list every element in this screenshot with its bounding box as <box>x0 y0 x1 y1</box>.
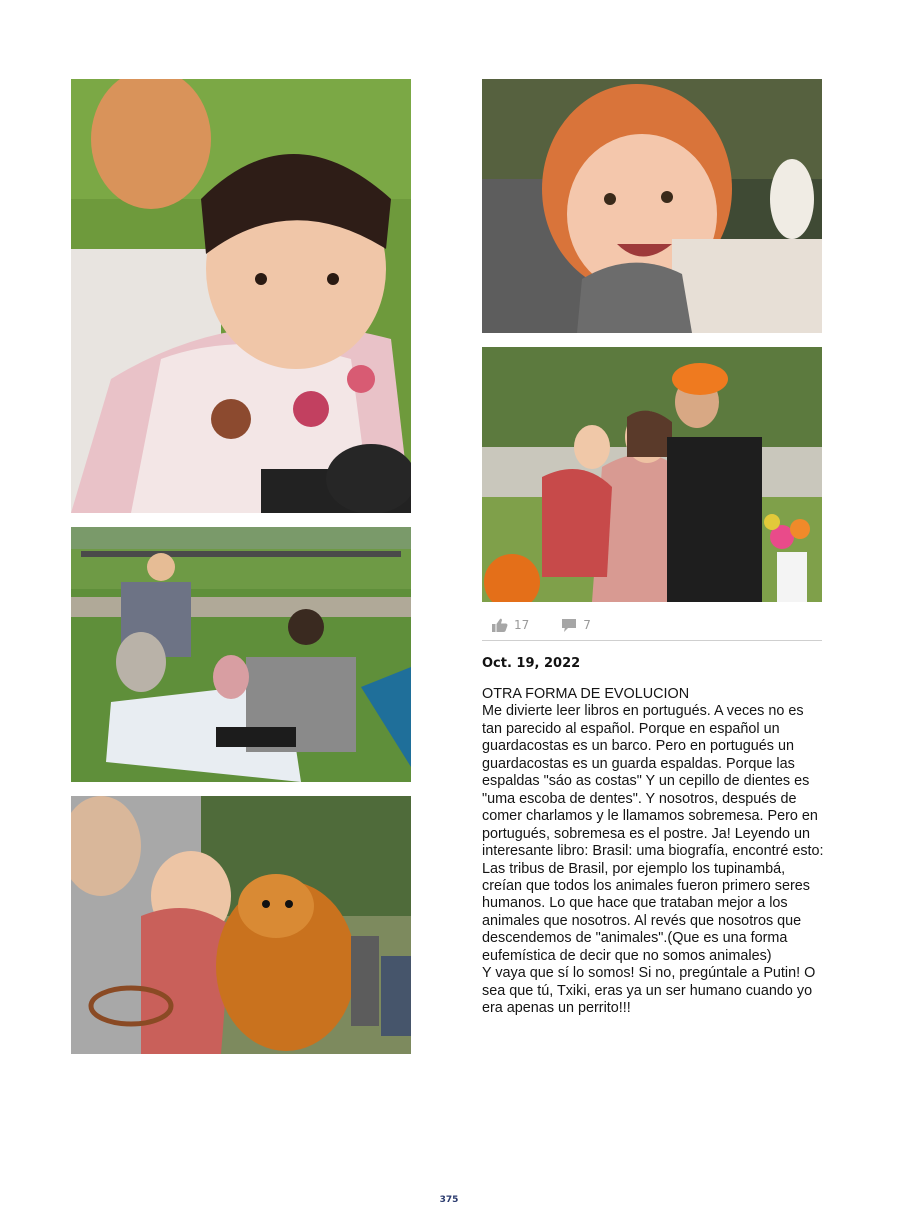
post-paragraph: Y vaya que sí lo somos! Si no, pregúntale a Putin! O sea que tú, Txiki, eras ya un ser humano cuando yo era apenas un perrito!!! <box>482 965 816 1017</box>
photo-redhead-toddler <box>482 79 822 333</box>
reaction-bar <box>492 614 591 636</box>
photo-baby-pomeranian <box>71 796 411 1054</box>
divider <box>482 640 822 641</box>
like-count: 17 <box>514 618 530 632</box>
thumbs-up-icon[interactable] <box>492 618 508 632</box>
photo-park-picnic <box>71 527 411 782</box>
post-paragraph: Me divierte leer libros en portugués. A veces no es tan parecido al español. Porque en español un guardacostas es un barco. Pero en portugués un guardacostas es un guarda espaldas. Porque las espaldas "sáo as costas" Y un cepillo de dientes es "uma escoba de dentes". Y nosotros, después de comer charlamos y le llamamos sobremesa. Pero en portugués, sobremesa es el postre. Ja! Leyendo un interesante libro: Brasil: uma biografía, encontré esto: Las tribus de Brasil, por ejemplo los tupinambá, creían que todos los animales fueron primero seres humanos. Lo que hace que trataban mejor a los animales que nosotros. Al revés que nosotros que descendemos de "animales".(Que es una forma eufemística de decir que no somos animales) <box>482 703 824 964</box>
page-number: 375 <box>439 1195 459 1205</box>
post-body <box>482 686 824 1018</box>
photo-family-portrait <box>482 347 822 602</box>
speech-bubble-icon[interactable] <box>561 618 577 633</box>
comment-count: 7 <box>583 618 591 632</box>
post-title: OTRA FORMA DE EVOLUCION <box>482 686 690 702</box>
photo-baby-closeup <box>71 79 411 513</box>
post-date: Oct. 19, 2022 <box>482 656 581 671</box>
